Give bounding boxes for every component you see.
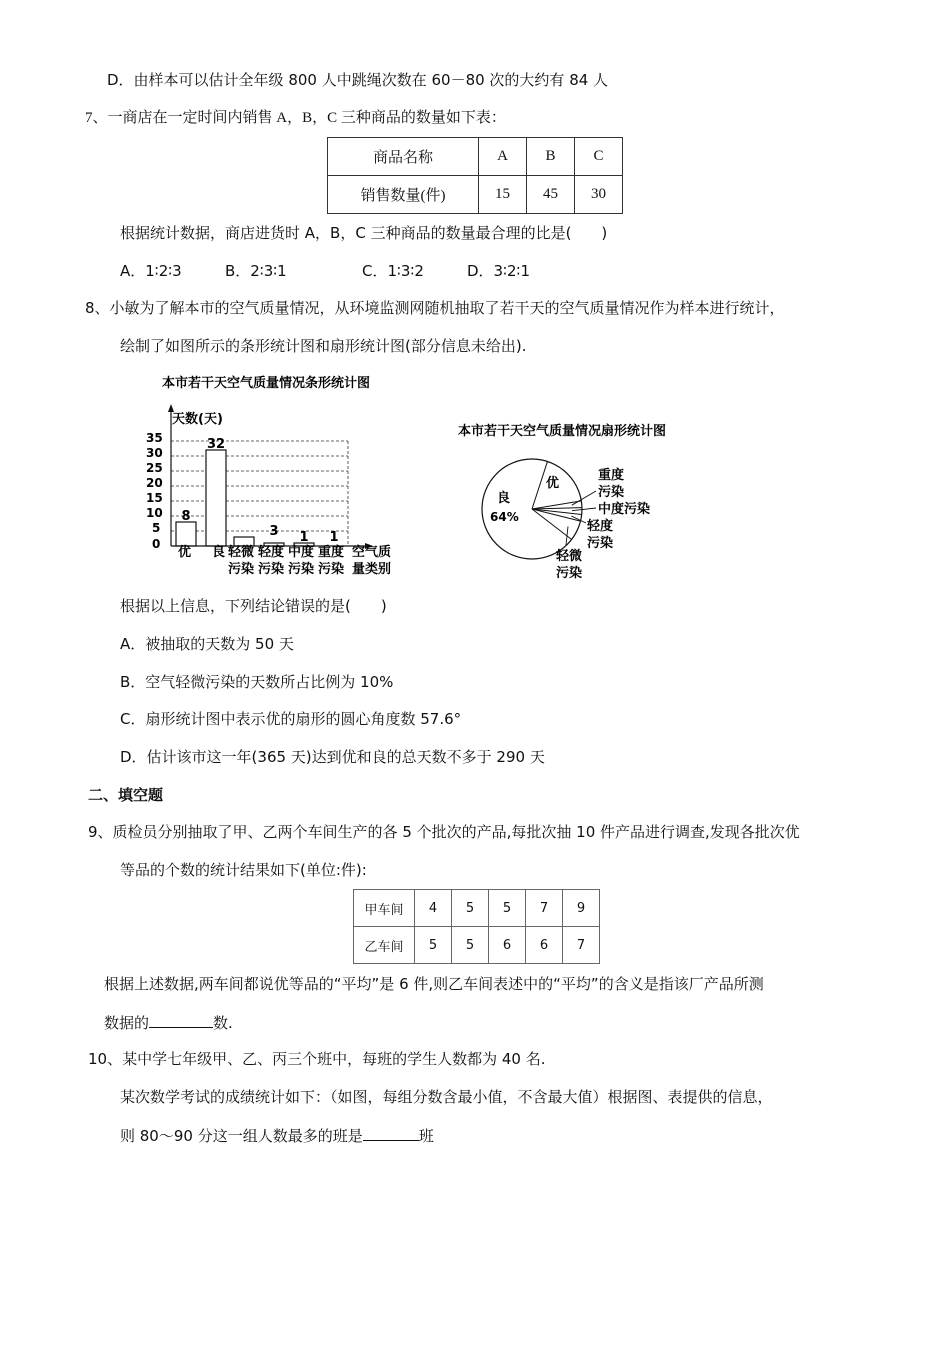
- q9-cell: 乙车间: [354, 927, 415, 964]
- y-tick-label: 25: [146, 461, 163, 475]
- bar-chart-ylabel: 天数(天): [172, 412, 223, 427]
- x-tick-label: 中度: [288, 545, 315, 560]
- bar-data-label: 1: [329, 530, 339, 545]
- q9-cell: 5: [452, 890, 489, 927]
- q7-option-d: D．3∶2∶1: [467, 262, 530, 280]
- bar-data-label: 3: [269, 524, 279, 539]
- q8-question: 根据以上信息，下列结论错误的是( ): [120, 597, 387, 615]
- pie-label-qingdu: 污染: [587, 536, 614, 551]
- q9-text-prefix: 数据的: [104, 1014, 150, 1032]
- pie-slice-boundary: [532, 509, 582, 514]
- q9-cell: 9: [563, 890, 600, 927]
- q7-cell: B: [527, 138, 575, 176]
- y-tick-label: 0: [152, 537, 161, 551]
- x-axis-label: 空气质: [352, 545, 392, 560]
- q7-option-a: A．1∶2∶3: [120, 262, 182, 280]
- pie-label-zhongdu-mid: 中度污染: [598, 502, 651, 517]
- q6-option-d: D．由样本可以估计全年级 800 人中跳绳次数在 60－80 次的大约有 84 人: [107, 71, 609, 89]
- bar-data-label: 1: [299, 530, 309, 545]
- q9-text-line2: [104, 1012, 233, 1033]
- x-axis-label: 量类别: [352, 562, 392, 577]
- q7-option-b: B．2∶3∶1: [225, 262, 287, 280]
- y-tick-label: 5: [152, 521, 161, 535]
- q9-stem-line2: 等品的个数的统计结果如下(单位:件):: [120, 861, 367, 879]
- pie-leader-line: [572, 508, 596, 511]
- x-tick-label: 重度: [318, 545, 345, 560]
- q7-cell: 商品名称: [328, 138, 479, 176]
- q10-text-prefix: 则 80～90 分这一组人数最多的班是: [120, 1127, 363, 1145]
- q7-cell: 销售数量(件): [328, 176, 479, 214]
- pie-label-qingwei: 污染: [556, 566, 583, 581]
- x-tick-label: 轻微: [228, 545, 255, 560]
- pie-label-qingwei: 轻微: [556, 549, 583, 564]
- q10-line2: 某次数学考试的成绩统计如下：（如图，每组分数含最小值，不含最大值）根据图、表提供的信息，: [120, 1088, 773, 1106]
- pie-label-zhongdu: 污染: [598, 485, 625, 500]
- q7-cell: 30: [575, 176, 623, 214]
- y-axis-arrow: [168, 404, 174, 412]
- q10-line3: [120, 1125, 434, 1146]
- x-tick-label: 污染: [288, 562, 315, 577]
- q8-option-d: D．估计该市这一年(365 天)达到优和良的总天数不多于 290 天: [120, 748, 545, 766]
- y-tick-label: 10: [146, 506, 163, 520]
- q9-text-line1: 根据上述数据,两车间都说优等品的“平均”是 6 件,则乙车间表述中的“平均”的含义是指该厂产品所测: [104, 975, 764, 993]
- x-tick-label: 污染: [228, 562, 255, 577]
- q9-cell: 6: [489, 927, 526, 964]
- x-tick-label: 优: [178, 545, 192, 560]
- bar-marks: [176, 437, 339, 546]
- q8-stem-line2: 绘制了如图所示的条形统计图和扇形统计图(部分信息未给出).: [120, 337, 527, 355]
- q10-text-suffix: 班: [418, 1127, 434, 1145]
- bar-0: [176, 522, 196, 546]
- bar-data-label: 32: [206, 437, 226, 452]
- q7-option-c: C．1∶3∶2: [362, 262, 424, 280]
- q9-cell: 4: [415, 890, 452, 927]
- q9-cell: 7: [563, 927, 600, 964]
- q9-cell: 5: [489, 890, 526, 927]
- bar-chart: [140, 368, 415, 583]
- q9-answer-blank[interactable]: [149, 1012, 213, 1028]
- q10-answer-blank[interactable]: [363, 1125, 419, 1141]
- x-tick-label: 污染: [318, 562, 345, 577]
- pie-leader-line: [572, 491, 596, 505]
- pie-chart-title: 本市若干天空气质量情况扇形统计图: [458, 424, 667, 439]
- q8-stem-line1: 8、小敏为了解本市的空气质量情况，从环境监测网随机抽取了若干天的空气质量情况作为样本进行统计，: [85, 299, 785, 317]
- q7-cell: 15: [479, 176, 527, 214]
- y-tick-label: 30: [146, 446, 163, 460]
- q9-cell: 7: [526, 890, 563, 927]
- q9-cell: 5: [452, 927, 489, 964]
- x-tick-label: 轻度: [258, 545, 285, 560]
- pie-label-liang: 良: [497, 491, 511, 506]
- bar-data-label: 8: [181, 509, 191, 524]
- q7-question: 根据统计数据，商店进货时 A，B，C 三种商品的数量最合理的比是( ): [120, 224, 608, 242]
- bar-grid: [171, 441, 348, 546]
- q9-table: [353, 889, 600, 964]
- q9-cell: 甲车间: [354, 890, 415, 927]
- bar-1: [206, 450, 226, 546]
- q9-cell: 5: [415, 927, 452, 964]
- q9-stem-line1: 9、质检员分别抽取了甲、乙两个车间生产的各 5 个批次的产品,每批次抽 10 件产品进行调查,发现各批次优: [88, 823, 800, 841]
- q7-cell: A: [479, 138, 527, 176]
- y-tick-label: 15: [146, 491, 163, 505]
- x-tick-label: 良: [212, 545, 226, 560]
- q8-option-a: A．被抽取的天数为 50 天: [120, 635, 294, 653]
- q7-cell: 45: [527, 176, 575, 214]
- pie-label-you: 优: [546, 476, 560, 491]
- q10-stem: 10、某中学七年级甲、乙、丙三个班中，每班的学生人数都为 40 名.: [88, 1050, 546, 1068]
- q9-cell: 6: [526, 927, 563, 964]
- q9-text-suffix: 数.: [213, 1014, 233, 1032]
- bar-chart-title: 本市若干天空气质量情况条形统计图: [162, 376, 371, 391]
- pie-label-liang-pct: 64%: [490, 510, 519, 524]
- pie-label-zhongdu: 重度: [598, 468, 625, 483]
- pie-label-qingdu: 轻度: [587, 519, 614, 534]
- x-tick-label: 污染: [258, 562, 285, 577]
- q8-option-c: C．扇形统计图中表示优的扇形的圆心角度数 57.6°: [120, 710, 462, 728]
- y-tick-label: 20: [146, 476, 163, 490]
- q7-cell: C: [575, 138, 623, 176]
- y-tick-label: 35: [146, 431, 163, 445]
- q7-stem: 7、一商店在一定时间内销售 A，B，C 三种商品的数量如下表：: [85, 110, 506, 126]
- q7-table: [327, 137, 623, 214]
- section-title: 二、填空题: [88, 786, 164, 804]
- pie-chart: [450, 415, 700, 585]
- q8-option-b: B．空气轻微污染的天数所占比例为 10%: [120, 673, 394, 691]
